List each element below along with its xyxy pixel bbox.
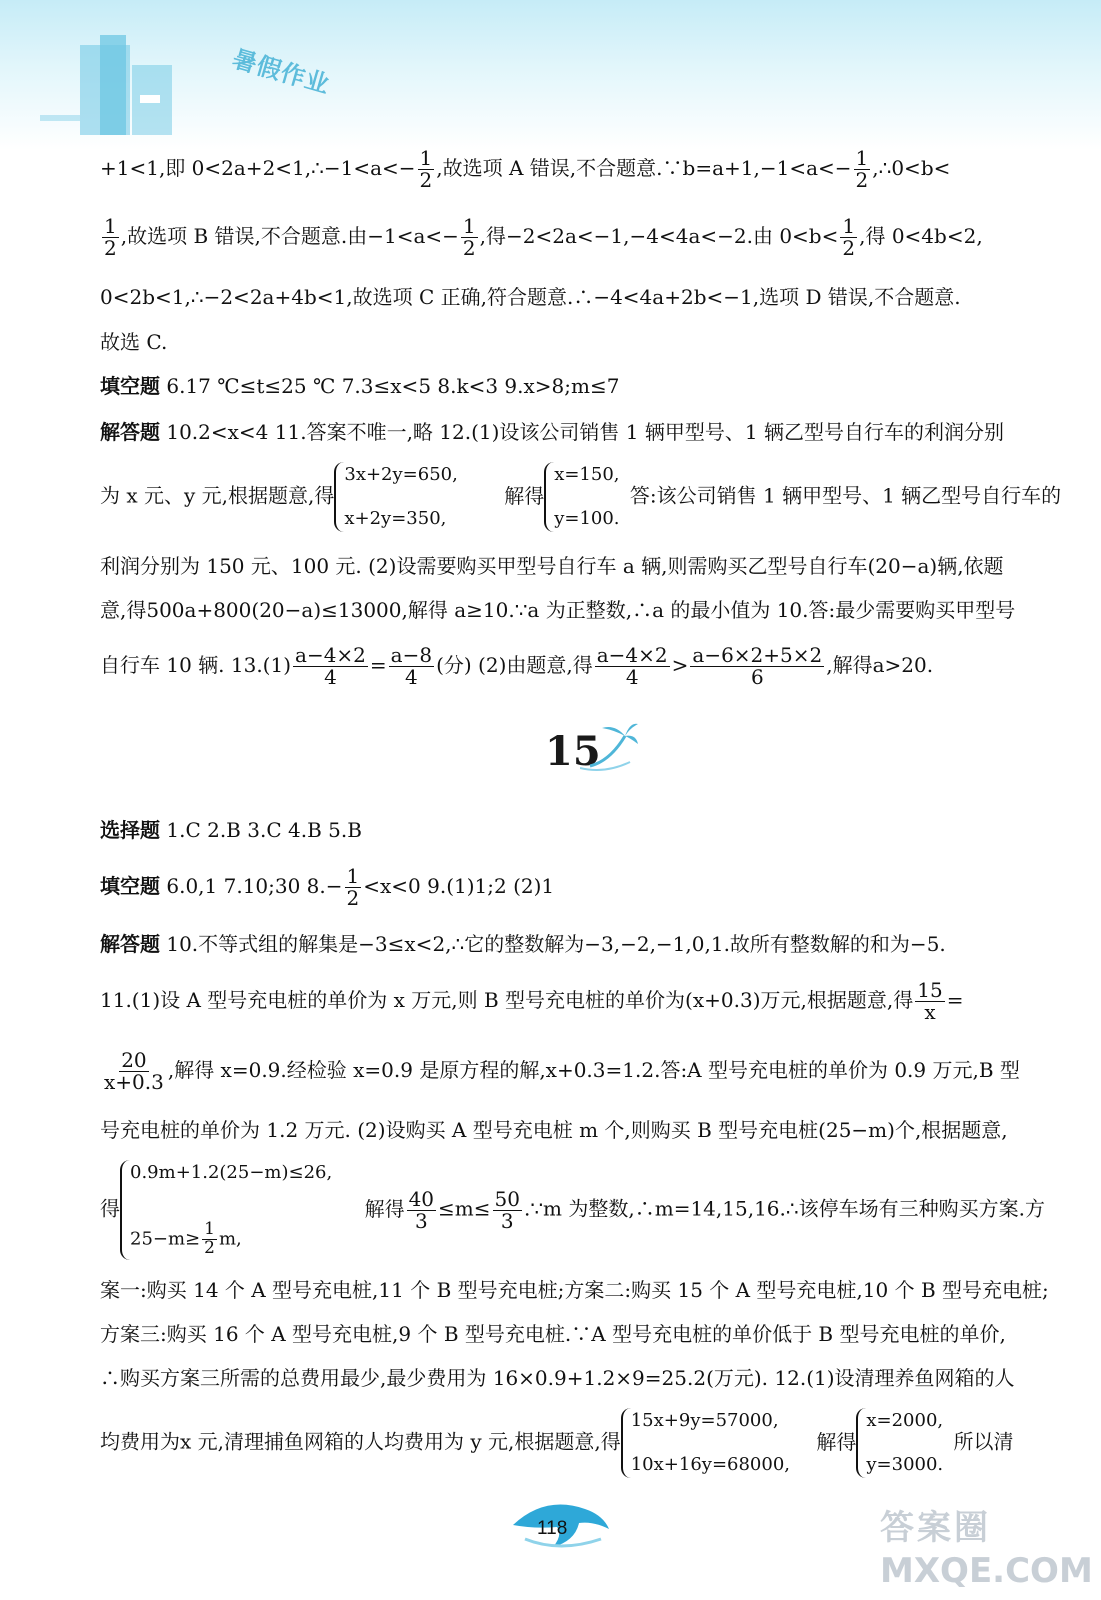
equation-system: 15x+9y=57000, 10x+16y=68000, [621,1408,794,1478]
answer-line-systems: 均费用为x 元,清理捕鱼网箱的人均费用为 y 元,根据题意,得 15x+9y=57000, 10x+16y=68000, 解得 x=2000, y=3000. 所以清 [100,1408,1014,1478]
text-line: 号充电桩的单价为 1.2 万元. (2)设购买 A 型号充电桩 m 个,则购买 B 型号充电桩(25−m)个,根据题意, [100,1118,1008,1142]
palm-tree-icon [580,716,640,776]
section-number: 15 [545,728,601,775]
label-choice: 选择题 [100,818,160,842]
text-line: 方案三:购买 16 个 A 型号充电桩,9 个 B 型号充电桩.∵A 型号充电桩的单价低于 B 型号充电桩的单价, [100,1322,1006,1346]
text-line: 意,得500a+800(20−a)≤13000,解得 a≥10.∵a 为正整数,∴a 的最小值为 10.答:最少需要购买甲型号 [100,598,1016,622]
equation-system: x=150, y=100. [544,462,623,532]
text-line: 自行车 10 辆. 13.(1) $\frac{a-4\times 2}{4}$ = $\frac{a-8}{4}$ (分) (2)由题意,得 $\frac{a-4\times 2}{4}$ > $\frac{a-6\times 2+5\times 2}{6}$ ,解得a>20. [100,643,934,689]
text-line: 案一:购买 14 个 A 型号充电桩,11 个 B 型号充电桩;方案二:购买 15 个 A 型号充电桩,10 个 B 型号充电桩; [100,1278,1049,1302]
watermark: 答案圈 MXQE.COM [880,1508,1093,1591]
label-answer: 解答题 [100,420,160,444]
text-line: $\frac{1}{2}$ ,故选项 B 错误,不合题意.由−1<a<− $\frac{1}{2}$ ,得−2<2a<−1,−4<4a<−2.由 0<b< $\frac{1}{2}$ ,得 0<4b<2, [104,214,983,260]
answer-line-systems: 为 x 元、y 元,根据题意,得 3x+2y=650, x+2y=350, 解得 x=150, y=100. 答:该公司销售 1 辆甲型号、1 辆乙型号自行车的 [100,462,1061,532]
fill-answers-14: 填空题 6.17 ℃≤t≤25 ℃ 7.3≤x<5 8.k<3 9.x>8;m≤7 [100,374,620,398]
text-line: ∴购买方案三所需的总费用最少,最少费用为 16×0.9+1.2×9=25.2(万元). 12.(1)设清理养鱼网箱的人 [100,1366,1015,1390]
label-answer: 解答题 [100,932,160,956]
page-number: 118 [537,1518,568,1539]
equation-system: x=2000, y=3000. [856,1408,947,1478]
answer-line: 解答题 10.不等式组的解集是−3≤x<2,∴它的整数解为−3,−2,−1,0,1.故所有整数解的和为−5. [100,932,946,956]
text-line: 11.(1)设 A 型号充电桩的单价为 x 万元,则 B 型号充电桩的单价为(x+0.3)万元,根据题意,得 $\frac{15}{x}$ = [100,978,964,1024]
text-line: $\frac{20}{x+0.3}$ ,解得 x=0.9.经检验 x=0.9 是原方程的解,x+0.3=1.2.答:A 型号充电桩的单价为 0.9 万元,B 型 [104,1048,1020,1094]
answer-line: 解答题 10.2<x<4 11.答案不唯一,略 12.(1)设该公司销售 1 辆甲型号、1 辆乙型号自行车的利润分别 [100,420,1004,444]
label-fill: 填空题 [100,874,160,898]
answer-line-systems: 得 0.9m+1.2(25−m)≤26, 25−m≥ $\frac{1}{2}$ m, 解得 $\frac{40}{3}$ ≤m≤ $\frac{50}{3}$ .∵m 为整数,∴m=14,15,16.∴该停车场有三种购买方案.方 [100,1162,1045,1259]
text-line: 故选 C. [100,330,168,354]
series-title: 暑假作业 [229,44,334,100]
text-line: 0<2b<1,∴−2<2a+4b<1,故选项 C 正确,符合题意.∴−4<4a+2b<−1,选项 D 错误,不合题意. [100,285,961,309]
fill-answers-15: 填空题 6.0,1 7.10;30 8.− $\frac{1}{2}$ <x<0 9.(1)1;2 (2)1 [100,864,555,910]
text-line: 利润分别为 150 元、100 元. (2)设需要购买甲型号自行车 a 辆,则需购买乙型号自行车(20−a)辆,依题 [100,554,1004,578]
equation-system: 3x+2y=650, x+2y=350, [334,462,461,532]
text-line: +1<1,即 0<2a+2<1,∴−1<a<− $\frac{1}{2}$ ,故选项 A 错误,不合题意.∵b=a+1,−1<a<− $\frac{1}{2}$ ,∴0<b< [100,146,951,192]
label-fill: 填空题 [100,374,160,398]
inequality-system: 0.9m+1.2(25−m)≤26, 25−m≥ $\frac{1}{2}$ m, [120,1160,336,1260]
choice-answers-15: 选择题 1.C 2.B 3.C 4.B 5.B [100,818,362,842]
